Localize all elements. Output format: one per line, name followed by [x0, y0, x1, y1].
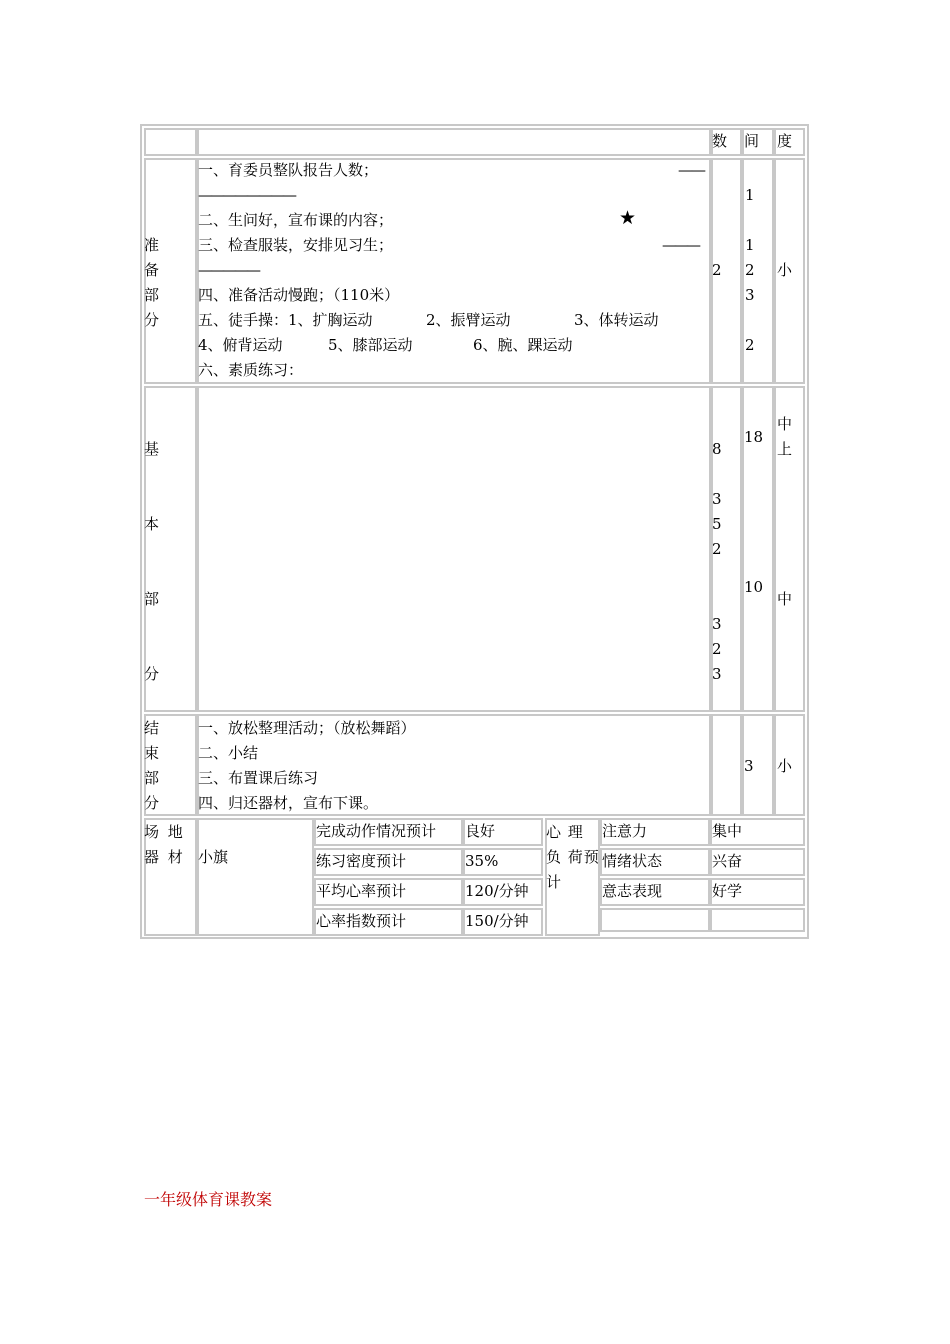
end-section-label: 结 束 部 分 — [144, 719, 160, 812]
venue-value-cell — [197, 818, 314, 936]
basic-label-4: 分 — [144, 665, 160, 683]
predict-value-completion: 良好 — [465, 822, 496, 840]
predict-label-hr-index: 心率指数预计 — [316, 912, 407, 930]
end-items: 一、放松整理活动；（放松舞蹈） 二、小结 三、布置课后练习 四、归还器材，宣布下课。 — [198, 719, 416, 812]
prep-item-6: 六、素质练习： — [198, 361, 304, 379]
basic-time-b: 10 — [744, 578, 764, 596]
psy-label-attention: 注意力 — [602, 822, 648, 840]
psy-value-cell — [710, 908, 805, 932]
document-footer-title: 一年级体育课教案 — [144, 1190, 273, 1209]
predict-value-avg-hr: 120/分钟 — [465, 882, 529, 900]
prep-item-5d: 4、俯背运动 — [198, 336, 283, 354]
end-count-cell — [711, 714, 742, 816]
prep-count: 2 — [712, 261, 722, 279]
basic-count-c: 3 2 3 — [712, 615, 722, 683]
prep-intensity: 小 — [777, 261, 793, 279]
basic-label-1: 基 — [144, 440, 160, 458]
star-icon: ★ — [619, 207, 637, 229]
basic-count-a: 8 — [712, 440, 722, 458]
header-cell-content — [197, 128, 711, 156]
prep-time: 1 1 2 3 2 — [745, 186, 755, 354]
psy-value-attention: 集中 — [712, 822, 743, 840]
psy-value-will: 好学 — [712, 882, 743, 900]
basic-intensity-a: 中 上 — [777, 415, 793, 458]
prep-item-5b: 2、振臂运动 — [426, 311, 511, 329]
prep-item-2: 二、生问好，宣布课的内容； — [198, 211, 394, 229]
basic-label-3: 部 — [144, 590, 160, 608]
psy-value-mood: 兴奋 — [712, 852, 743, 870]
psy-label-mood: 情绪状态 — [602, 852, 663, 870]
basic-content-cell — [197, 386, 711, 712]
prep-dash-right-2: ——— — [662, 236, 698, 254]
prep-item-1: 一、育委员整队报告人数； — [198, 161, 379, 179]
header-cell-part — [144, 128, 197, 156]
header-intensity-label: 度 — [777, 132, 793, 150]
prep-section-label: 准 备 部 分 — [144, 236, 160, 329]
prep-item-5e: 5、膝部运动 — [328, 336, 413, 354]
prep-dash-left-1: ———————— — [198, 186, 294, 204]
header-time-label: 间 — [744, 132, 760, 150]
psy-label-will: 意志表现 — [602, 882, 663, 900]
basic-time-a: 18 — [744, 428, 764, 446]
prep-item-3: 三、检查服装，安排见习生； — [198, 236, 394, 254]
venue-value: 小旗 — [198, 848, 229, 866]
prep-item-5f: 6、腕、踝运动 — [473, 336, 573, 354]
prep-item-5c: 3、体转运动 — [574, 311, 659, 329]
basic-intensity-b: 中 — [777, 590, 793, 608]
basic-count-b: 3 5 2 — [712, 490, 722, 558]
predict-value-density: 35% — [465, 852, 499, 870]
prep-dash-right-1: —— — [678, 161, 704, 179]
predict-label-density: 练习密度预计 — [316, 852, 407, 870]
predict-label-avg-hr: 平均心率预计 — [316, 882, 407, 900]
prep-item-4: 四、准备活动慢跑；（110米） — [198, 286, 400, 304]
psy-label-cell — [600, 908, 710, 932]
prep-item-5: 五、徒手操：1、扩胸运动 — [198, 311, 373, 329]
predict-value-hr-index: 150/分钟 — [465, 912, 529, 930]
load-label: 心 理 负 荷预计 — [546, 823, 600, 891]
venue-label: 场 地 器 材 — [144, 823, 185, 866]
header-count-label: 数 — [712, 132, 728, 150]
predict-label-completion: 完成动作情况预计 — [316, 822, 437, 840]
end-time: 3 — [744, 757, 754, 775]
basic-label-2: 本 — [144, 515, 160, 533]
end-intensity: 小 — [777, 757, 793, 775]
prep-dash-left-2: ————— — [198, 261, 258, 279]
